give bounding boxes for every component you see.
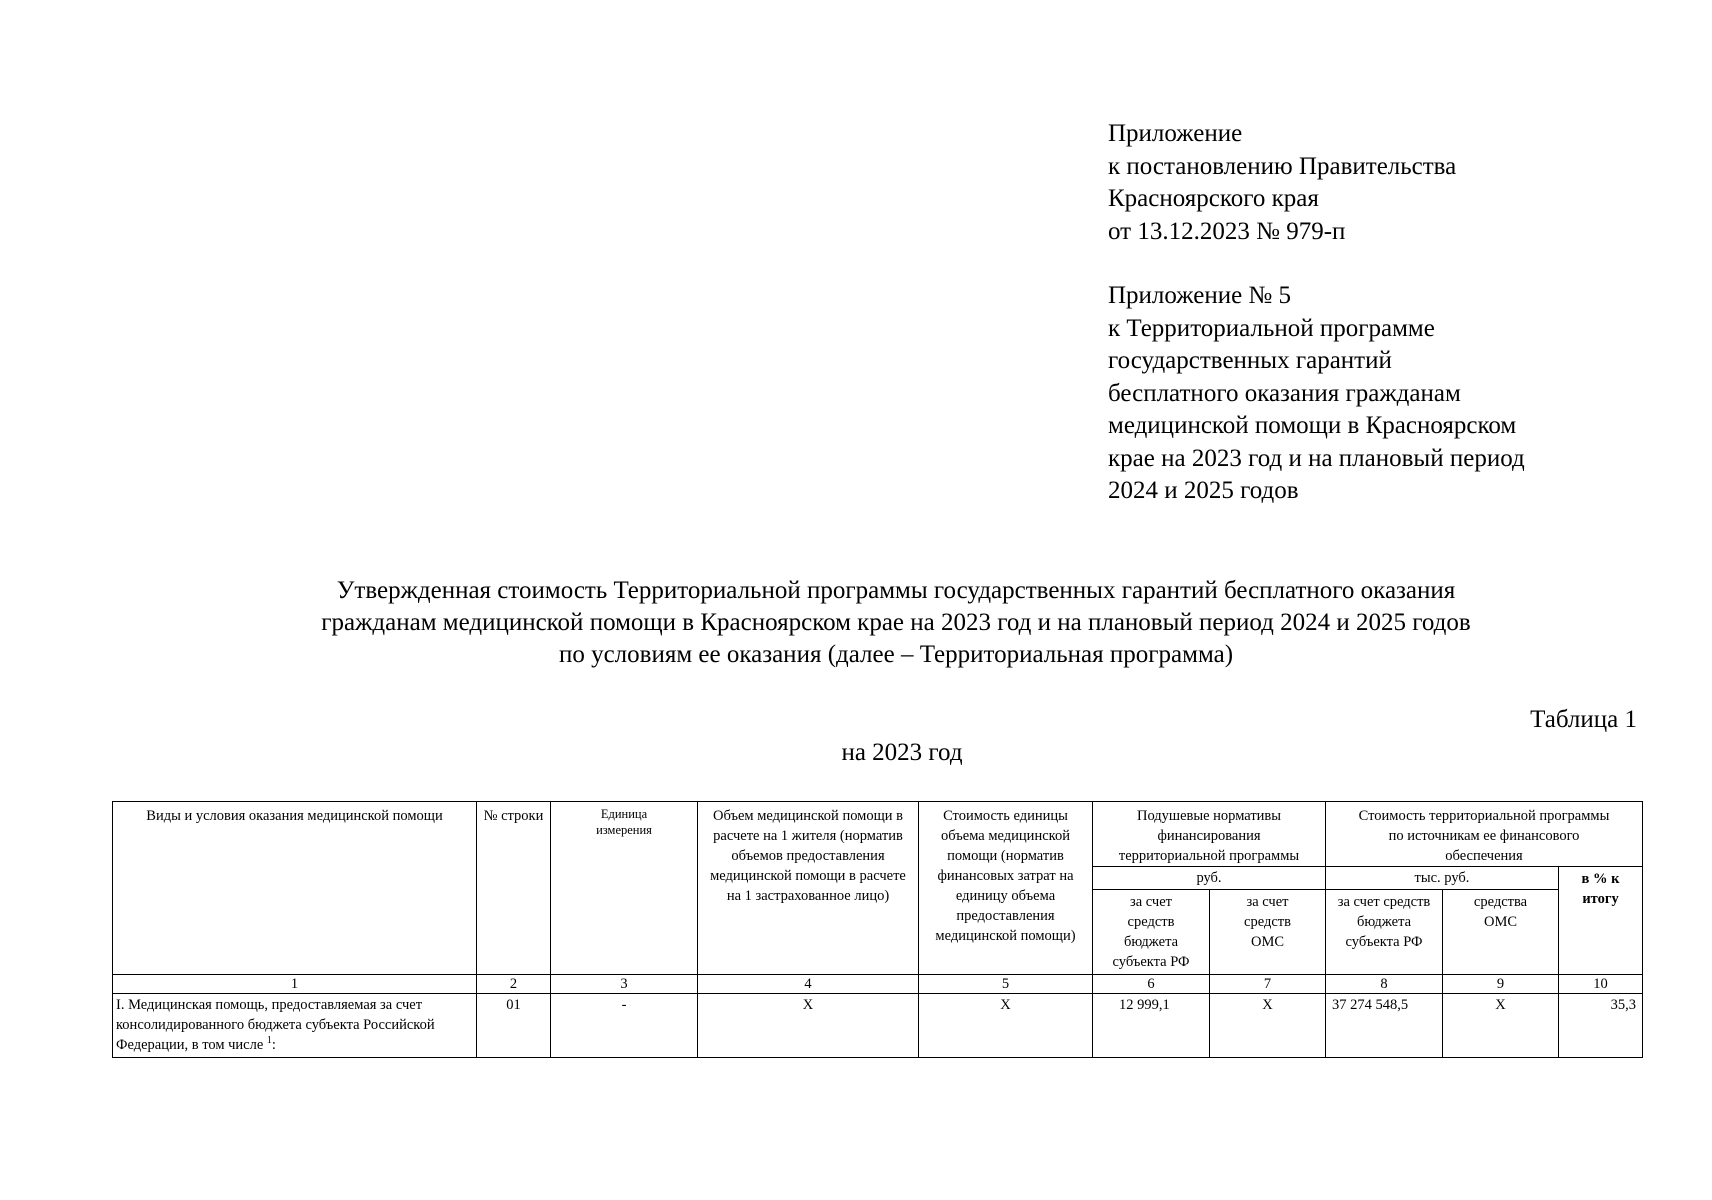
header-unit-cost: Стоимость единицы объема медицинской помощи (норматив финансовых затрат на единицу объема предоставления медицинской помощи) xyxy=(919,802,1093,975)
appendix-line: Приложение № 5 xyxy=(1108,282,1292,309)
header-program-cost: Стоимость территориальной программы по источникам ее финансового обеспечения xyxy=(1326,802,1643,867)
appendix-line: крае на 2023 год и на плановый период xyxy=(1108,444,1525,472)
row-per-capita-budget: 12 999,1 xyxy=(1093,994,1210,1058)
row-unit-cost: X xyxy=(919,994,1093,1058)
header-per-capita: Подушевые нормативы финансирования территориальной программы xyxy=(1093,802,1326,867)
row-name-suffix: : xyxy=(271,1037,276,1053)
header-budget-cost: за счет средств бюджета субъекта РФ xyxy=(1326,890,1443,975)
column-number: 9 xyxy=(1443,975,1559,994)
appendix-line: к постановлению Правительства xyxy=(1108,152,1457,180)
column-number: 6 xyxy=(1093,975,1210,994)
column-number: 4 xyxy=(698,975,919,994)
column-number: 1 xyxy=(113,975,477,994)
appendix-line: бесплатного оказания гражданам xyxy=(1108,379,1461,407)
appendix-program xyxy=(1108,280,1525,508)
appendix-line: Приложение xyxy=(1108,120,1243,147)
column-number: 7 xyxy=(1210,975,1326,994)
header-kinds: Виды и условия оказания медицинской помощи xyxy=(113,802,477,975)
row-unit: - xyxy=(551,994,698,1058)
column-number: 5 xyxy=(919,975,1093,994)
header-row-no: № строки xyxy=(477,802,551,975)
row-percent: 35,3 xyxy=(1559,994,1643,1058)
row-per-capita-oms: X xyxy=(1210,994,1326,1058)
appendix-line: Красноярского края xyxy=(1108,185,1319,212)
column-number: 2 xyxy=(477,975,551,994)
table-row xyxy=(113,994,1643,1058)
column-number: 10 xyxy=(1559,975,1643,994)
appendix-resolution xyxy=(1108,118,1525,248)
document-title xyxy=(0,575,1712,671)
appendix-line: 2024 и 2025 годов xyxy=(1108,477,1299,504)
title-line: по условиям ее оказания (далее – Территориальная программа) xyxy=(558,641,1234,668)
appendix-line: государственных гарантий xyxy=(1108,347,1392,374)
table-label: Таблица 1 xyxy=(1530,706,1637,733)
column-number-row xyxy=(113,975,1643,994)
cost-table xyxy=(112,801,1643,1058)
appendix-line: медицинской помощи в Красноярском xyxy=(1108,412,1517,439)
footnote-marker: 1 xyxy=(266,1035,272,1047)
header-volume: Объем медицинской помощи в расчете на 1 жителя (норматив объемов предоставления медицинской помощи в расчете на 1 застрахованное лицо) xyxy=(698,802,919,975)
header-oms-cost: средства ОМС xyxy=(1443,890,1559,975)
header-row xyxy=(113,802,1643,867)
appendix-line: от 13.12.2023 № 979-п xyxy=(1108,217,1346,245)
row-volume: X xyxy=(698,994,919,1058)
header-oms: за счет средств ОМС xyxy=(1210,890,1326,975)
appendix-header xyxy=(1108,118,1525,508)
column-number: 8 xyxy=(1326,975,1443,994)
header-unit: Единица измерения xyxy=(551,802,698,975)
column-number: 3 xyxy=(551,975,698,994)
header-rub: руб. xyxy=(1093,867,1326,890)
appendix-line: к Территориальной программе xyxy=(1108,314,1435,342)
title-line: гражданам медицинской помощи в Красноярском крае на 2023 год и на плановый период 2024 и 2025 годов xyxy=(321,609,1471,636)
row-cost-oms: X xyxy=(1443,994,1559,1058)
year-label: на 2023 год xyxy=(841,739,963,766)
header-percent: в % к итогу xyxy=(1559,867,1643,975)
title-line: Утвержденная стоимость Территориальной программы государственных гарантий бесплатного оказания xyxy=(336,577,1456,604)
row-cost-budget: 37 274 548,5 xyxy=(1326,994,1443,1058)
row-name: I. Медицинская помощь, предоставляемая за счет консолидированного бюджета субъекта Российской Федерации, в том числе xyxy=(116,997,435,1053)
header-thous-rub: тыс. руб. xyxy=(1326,867,1559,890)
row-number: 01 xyxy=(477,994,551,1058)
row-name-cell xyxy=(113,994,477,1058)
header-budget: за счет средств бюджета субъекта РФ xyxy=(1093,890,1210,975)
